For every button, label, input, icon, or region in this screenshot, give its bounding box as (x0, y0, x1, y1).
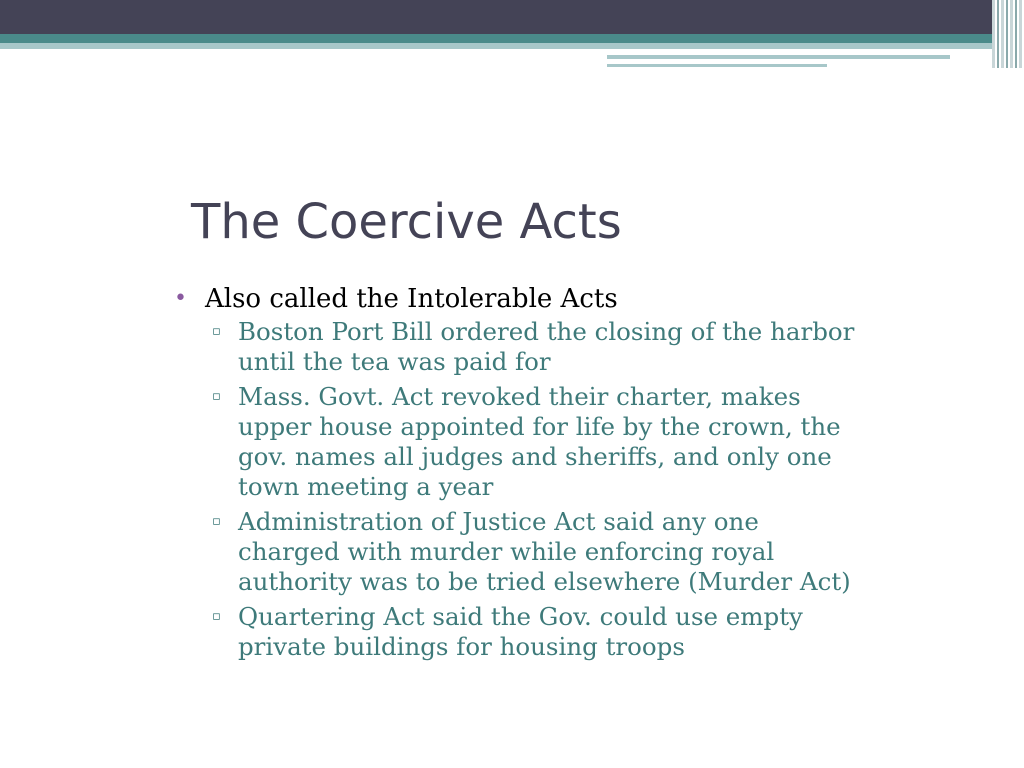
sub-point-item (172, 382, 862, 502)
header-light-band (0, 43, 1024, 49)
main-bullet-point (172, 283, 862, 315)
sub-point-list (172, 317, 862, 662)
main-point-text: Also called the Intolerable Acts (205, 284, 618, 314)
sub-point-item (172, 602, 862, 662)
header-teal-band (0, 34, 1024, 43)
header-accent-line (607, 55, 950, 59)
hollow-square-bullet-icon: ▫ (212, 389, 221, 404)
sub-point-text: Administration of Justice Act said any one charged with murder while enforcing royal authority was to be tried elsewhere (Murder Act) (238, 507, 851, 596)
header-accent-line-short (607, 64, 827, 67)
hollow-square-bullet-icon: ▫ (212, 324, 221, 339)
sub-point-item (172, 317, 862, 377)
sub-point-text: Mass. Govt. Act revoked their charter, makes upper house appointed for life by the crown, the gov. names all judges and sheriffs, and only one town meeting a year (238, 382, 841, 501)
round-bullet-icon: • (174, 286, 187, 311)
hollow-square-bullet-icon: ▫ (212, 609, 221, 624)
slide-title: The Coercive Acts (191, 194, 622, 250)
hollow-square-bullet-icon: ▫ (212, 514, 221, 529)
sub-point-text: Boston Port Bill ordered the closing of the harbor until the tea was paid for (238, 317, 855, 376)
slide-body (172, 283, 862, 667)
sub-point-item (172, 507, 862, 597)
header-stripes-decoration (992, 0, 1024, 68)
sub-point-text: Quartering Act said the Gov. could use empty private buildings for housing troops (238, 602, 803, 661)
header-dark-band (0, 0, 1024, 34)
